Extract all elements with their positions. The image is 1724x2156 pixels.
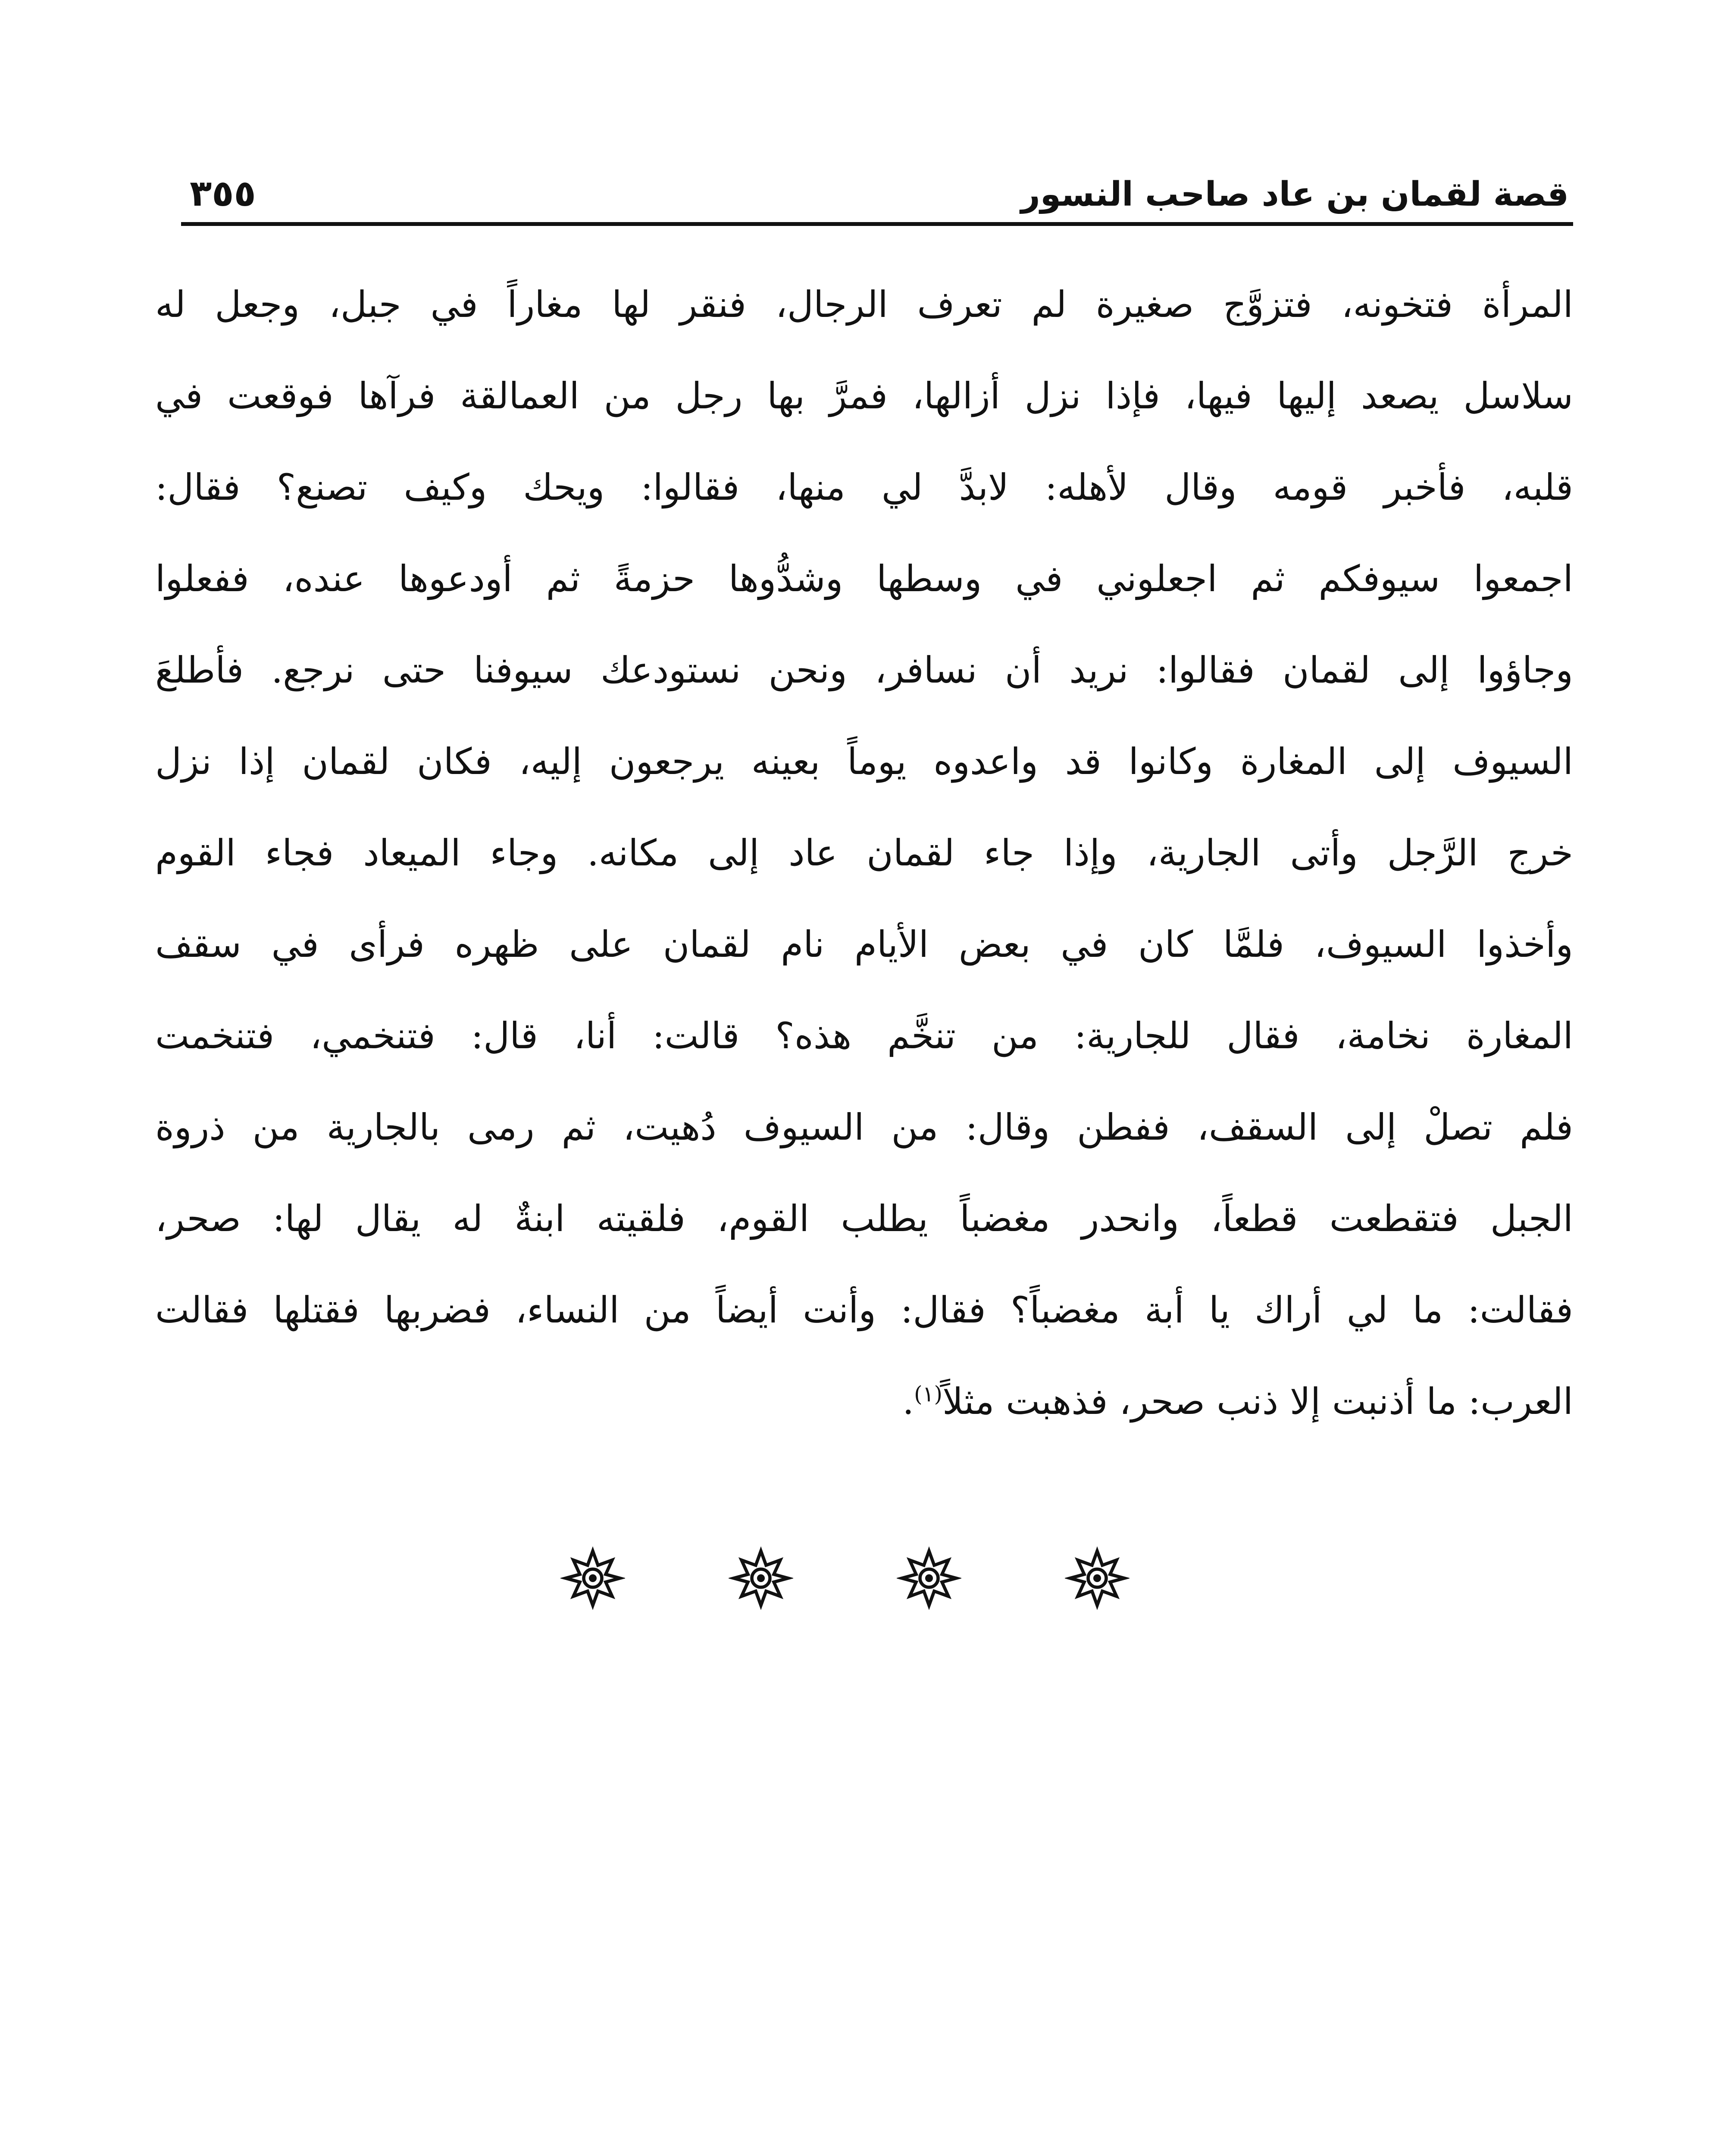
running-header-title: قصة لقمان بن عاد صاحب النسور	[1020, 175, 1569, 214]
body-line: فلم تصلْ إلى السقف، ففطن وقال: من السيوف دُهيت، ثم رمى بالجارية من ذروة	[155, 1106, 1573, 1148]
body-line: خرج الرَّجل وأتى الجارية، وإذا جاء لقمان عاد إلى مكانه. وجاء الميعاد فجاء القوم	[155, 832, 1573, 874]
flower-ornament-icon	[729, 1546, 793, 1611]
running-header	[190, 142, 1569, 214]
page-number: ٣٥٥	[190, 172, 256, 214]
body-line: وأخذوا السيوف، فلمَّا كان في بعض الأيام نام لقمان على ظهره فرأى في سقف	[155, 923, 1573, 965]
body-line: اجمعوا سيوفكم ثم اجعلوني في وسطها وشدُّوها حزمةً ثم أودعوها عنده، ففعلوا	[155, 558, 1573, 600]
section-divider-ornaments	[560, 1544, 1130, 1613]
flower-ornament-icon	[897, 1546, 961, 1611]
body-line: المرأة فتخونه، فتزوَّج صغيرة لم تعرف الرجال، فنقر لها مغاراً في جبل، وجعل له	[155, 283, 1573, 326]
flower-ornament-icon	[1065, 1546, 1130, 1611]
body-line: وجاؤوا إلى لقمان فقالوا: نريد أن نسافر، ونحن نستودعك سيوفنا حتى نرجع. فأطلعَ	[155, 649, 1573, 691]
flower-ornament-icon	[560, 1546, 625, 1611]
sentence-end: .	[902, 1380, 914, 1423]
body-line: قلبه، فأخبر قومه وقال لأهله: لابدَّ لي منها، فقالوا: ويحك وكيف تصنع؟ فقال:	[155, 466, 1573, 508]
body-line: المغارة نخامة، فقال للجارية: من تنخَّم هذه؟ قالت: أنا، قال: فتنخمي، فتنخمت	[155, 1015, 1573, 1057]
body-line: الجبل فتقطعت قطعاً، وانحدر مغضباً يطلب القوم، فلقيته ابنةٌ له يقال لها: صحر،	[155, 1197, 1573, 1240]
body-text	[155, 259, 1573, 1447]
body-line: السيوف إلى المغارة وكانوا قد واعدوه يوماً بعينه يرجعون إليه، فكان لقمان إذا نزل	[155, 740, 1573, 783]
body-line-last-text: العرب: ما أذنبت إلا ذنب صحر، فذهبت مثلاً	[942, 1380, 1573, 1423]
body-line: سلاسل يصعد إليها فيها، فإذا نزل أزالها، فمرَّ بها رجل من العمالقة فرآها فوقعت في	[155, 375, 1573, 417]
body-line-last	[155, 1356, 1573, 1447]
body-line: فقالت: ما لي أراك يا أبة مغضباً؟ فقال: وأنت أيضاً من النساء، فضربها فقتلها فقالت	[155, 1289, 1573, 1331]
footnote-reference[interactable]: (١)	[914, 1382, 942, 1407]
header-rule	[181, 222, 1573, 226]
